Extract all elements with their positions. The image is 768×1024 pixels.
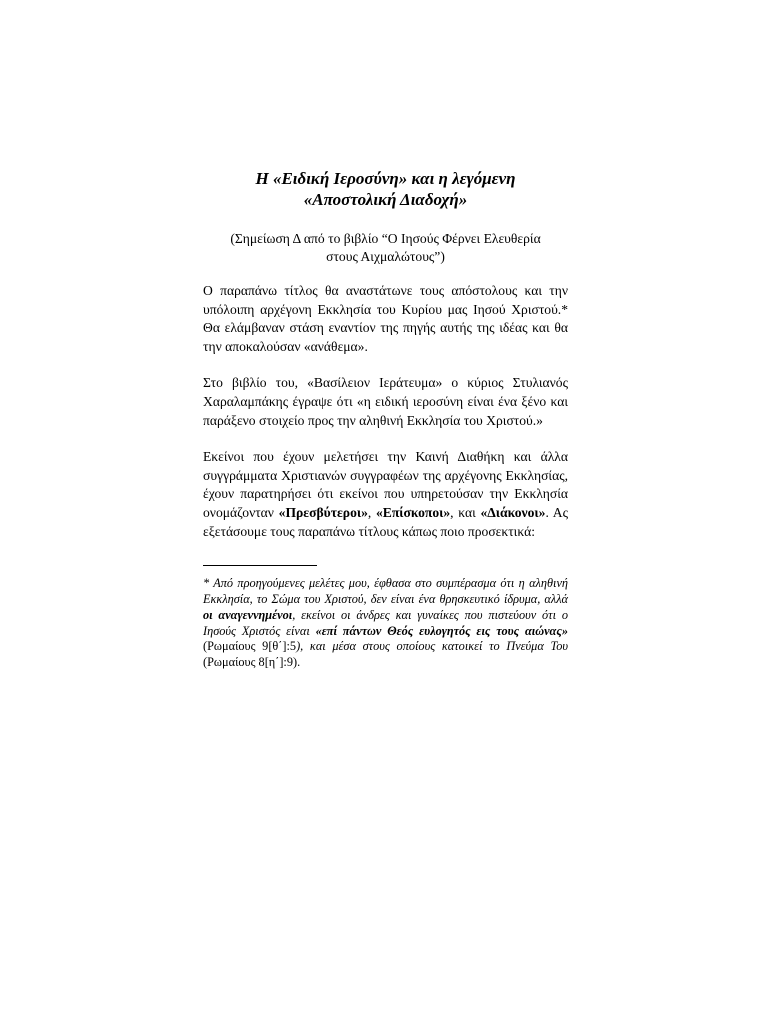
footnote-reference-1: (Ρωμαίους 9[θ΄]:5	[203, 639, 297, 654]
paragraph-3-text-d: . Ας εξετάσουμε τους παραπάνω τίτλους κάπως ποιο προσεκτικά:	[203, 504, 568, 539]
document-page	[203, 168, 568, 671]
footnote-emphasis-2: «επί πάντων Θεός ευλογητός εις τους αιώνας»	[315, 623, 568, 638]
title-line-1: Η «Ειδική Ιεροσύνη» και η λεγόμενη	[255, 169, 516, 188]
subtitle-line-2: στους Αιχμαλώτους”)	[326, 249, 445, 264]
paragraph-1: Ο παραπάνω τίτλος θα αναστάτωνε τους απόστολους και την υπόλοιπη αρχέγονη Εκκλησία του Κυρίου μας Ιησού Χριστού.* Θα ελάμβαναν στάση εναντίον της πηγής αυτής της ιδέας και θα την αποκαλούσαν «ανάθεμα».	[203, 283, 568, 354]
footnote-divider	[203, 565, 317, 566]
title-line-2: «Αποστολική Διαδοχή»	[303, 190, 468, 209]
footnote	[203, 576, 568, 671]
footnote-text-c: ), και μέσα στους οποίους κατοικεί το Πνεύμα Του	[296, 639, 568, 654]
footnote-text-a: * Από προηγούμενες μελέτες μου, έφθασα στο συμπέρασμα ότι η αληθινή Εκκλησία, το Σώμα του Χριστού, δεν είναι ένα θρησκευτικό ίδρυμα, αλλά	[203, 576, 568, 606]
subtitle	[203, 230, 568, 266]
footnote-reference-2: (Ρωμαίους 8[η΄]:9).	[203, 655, 301, 670]
term-presbyteroi: «Πρεσβύτεροι»	[278, 504, 368, 520]
paragraph-2: Στο βιβλίο του, «Βασίλειον Ιεράτευμα» ο κύριος Στυλιανός Χαραλαμπάκης έγραψε ότι «η ειδική ιεροσύνη είναι ένα ξένο και παράξενο στοιχείο προς την αληθινή Εκκλησία του Χριστού.»	[203, 375, 568, 428]
footnote-emphasis-1: οι αναγεννημένοι	[203, 607, 293, 622]
subtitle-line-1: (Σημείωση Δ από το βιβλίο “Ο Ιησούς Φέρνει Ελευθερία	[230, 231, 541, 246]
footnote-text-b: , εκείνοι οι άνδρες και γυναίκες που πιστεύουν ότι ο Ιησούς Χριστός είναι	[203, 607, 568, 638]
paragraph-3-text-b: ,	[367, 504, 376, 520]
paragraph-3-text-a: Εκείνοι που έχουν μελετήσει την Καινή Διαθήκη και άλλα συγγράμματα Χριστιανών συγγραφέων της αρχέγονης Εκκλησίας, έχουν παρατηρήσει ότι εκείνοι που υπηρετούσαν την Εκκλησία ονομάζονταν	[203, 449, 568, 520]
term-diakonoi: «Διάκονοι»	[480, 504, 546, 520]
paragraph-3-text-c: , και	[450, 504, 481, 520]
paragraph-3	[203, 448, 568, 541]
term-episkopoi: «Επίσκοποι»	[376, 504, 451, 520]
page-title	[203, 168, 568, 210]
